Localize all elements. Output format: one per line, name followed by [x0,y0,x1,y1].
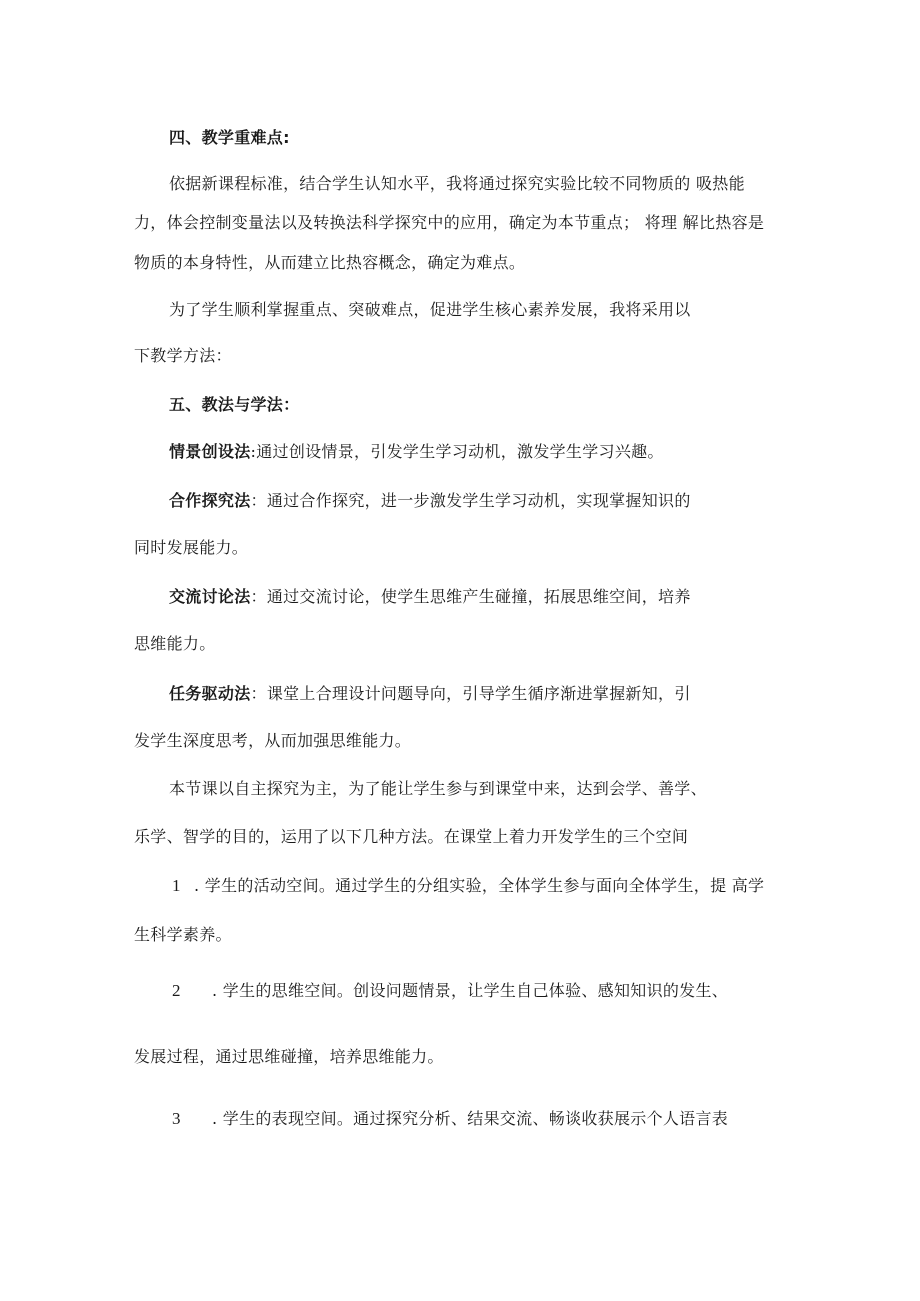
method-item [169,442,664,462]
method-separator: ： [250,491,267,510]
section-four-paragraph-line-2: 力，体会控制变量法以及转换法科学探究中的应用，确定为本节重点； 将理 解比热容是 [134,213,765,232]
method-description: 通过合作探究，进一步激发学生学习动机，实现掌握知识的 [266,491,691,510]
method-term: 交流讨论法 [169,587,251,606]
method-separator: ： [250,684,267,703]
method-term: 情景创设法 [169,442,251,461]
method-description: 通过创设情景，引发学生学习动机，激发学生学习兴趣。 [256,442,664,461]
space-description-continued: 发展过程，通过思维碰撞，培养思维能力。 [134,1047,444,1066]
method-item [169,684,691,704]
space-description: . 学生的思维空间。创设问题情景，让学生自己体验、感知知识的发生、 [212,981,729,1000]
method-term: 任务驱动法 [169,684,251,703]
method-description: 通过交流讨论，使学生思维产生碰撞，拓展思维空间，培养 [266,587,691,606]
spaces-intro-line-2: 乐学、智学的目的，运用了以下几种方法。在课堂上着力开发学生的三个空间 [134,827,689,846]
space-description: . 学生的活动空间。通过学生的分组实验，全体学生参与面向全体学生，提 高学 [194,876,765,895]
section-four-paragraph-line-3: 物质的本身特性，从而建立比热容概念，确定为难点。 [134,253,526,272]
space-item [172,981,728,1001]
method-term: 合作探究法 [169,491,251,510]
space-description: . 学生的表现空间。通过探究分析、结果交流、畅谈收获展示个人语言表 [212,1109,729,1128]
section-five-heading: 五、教法与学法： [169,395,300,414]
spaces-intro-line-1: 本节课以自主探究为主，为了能让学生参与到课堂中来，达到会学、善学、 [169,779,707,798]
section-four-heading: 四、教学重难点: [169,128,290,147]
method-intro-line-1: 为了学生顺利掌握重点、突破难点，促进学生核心素养发展，我将采用以 [169,300,691,319]
section-four-paragraph-line-1: 依据新课程标准，结合学生认知水平，我将通过探究实验比较不同物质的 吸热能 [169,174,745,193]
method-item [169,491,691,511]
method-separator: : [250,442,257,461]
space-number: 2 [172,981,181,1000]
method-intro-line-2: 下教学方法： [134,346,232,365]
space-number: 1 [172,876,181,895]
space-description-continued: 生科学素养。 [134,925,232,944]
space-number: 3 [172,1109,181,1128]
method-separator: ： [250,587,267,606]
space-item [172,876,764,896]
method-description-continued: 同时发展能力。 [134,538,249,557]
method-description-continued: 思维能力。 [134,634,216,653]
space-item [172,1109,728,1129]
method-description: 课堂上合理设计问题导向，引导学生循序渐进掌握新知，引 [266,684,691,703]
method-item [169,587,691,607]
method-description-continued: 发学生深度思考，从而加强思维能力。 [134,731,412,750]
